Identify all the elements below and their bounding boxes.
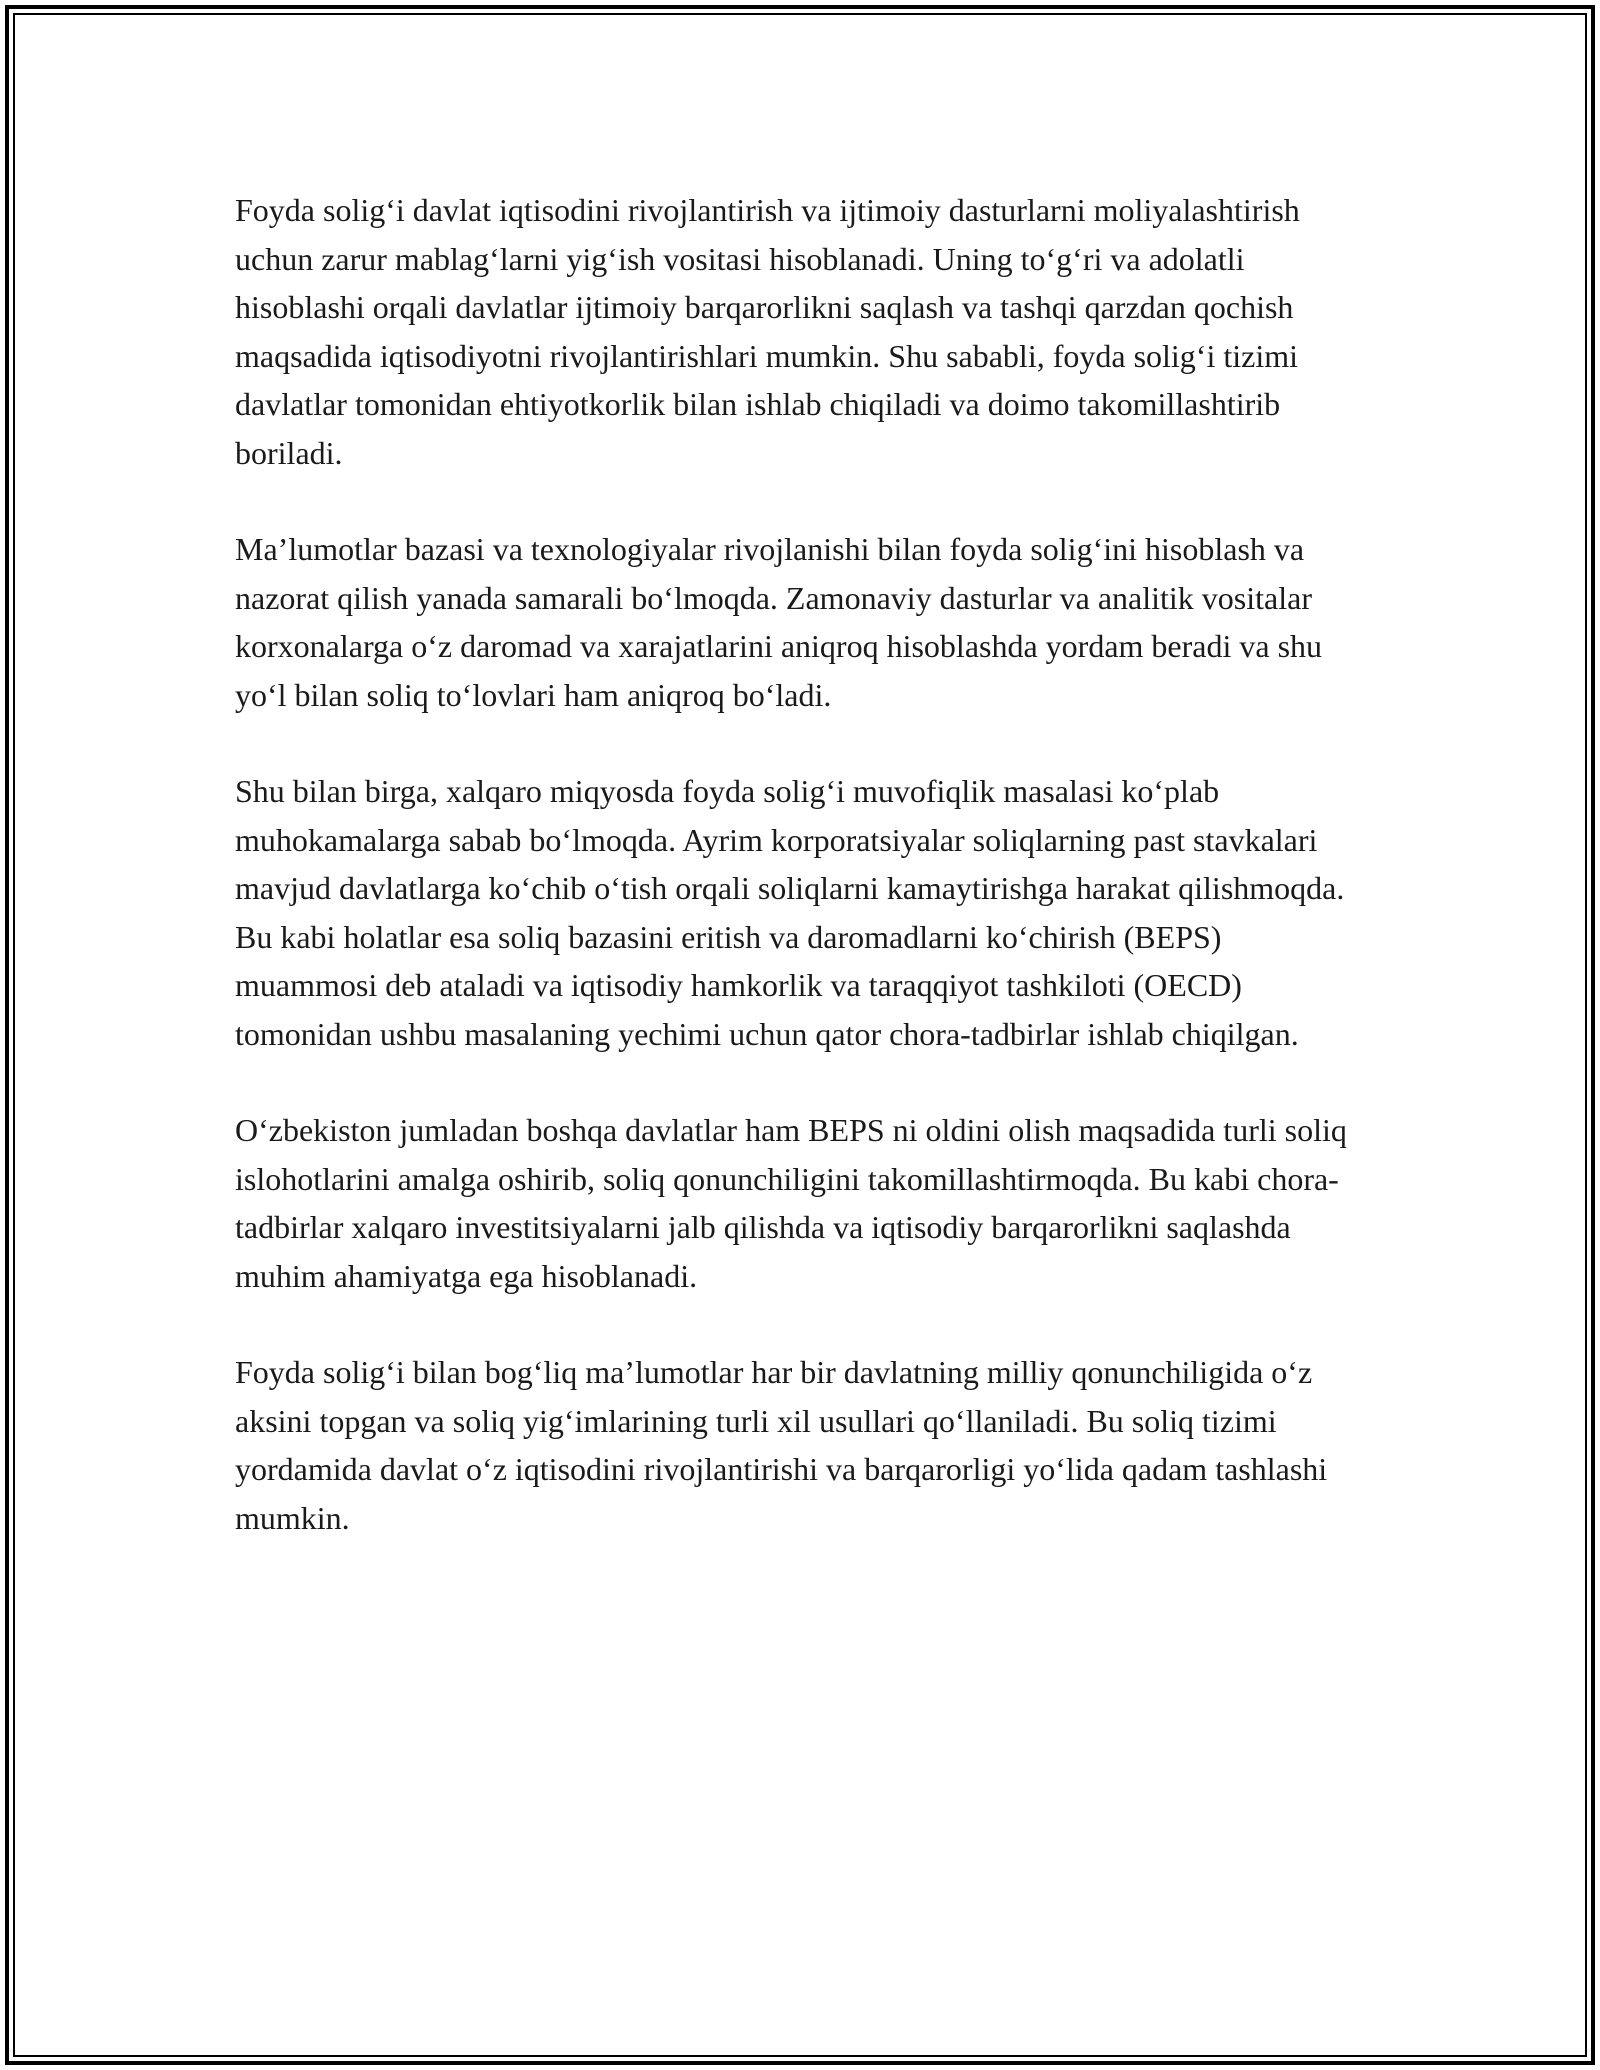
paragraph-5: Foyda solig‘i bilan bog‘liq ma’lumotlar har bir davlatning milliy qonunchiligida o‘z aksini topgan va soliq yig‘imlarining turli xil usullari qo‘llaniladi. Bu soliq tizimi yordamida davlat o‘z iqtisodini rivojlantirishi va barqarorligi yo‘lida qadam tashlashi mumkin. <box>235 1354 1328 1536</box>
paragraph-2: Ma’lumotlar bazasi va texnologiyalar rivojlanishi bilan foyda solig‘ini hisoblash va nazorat qilish yanada samarali bo‘lmoqda. Zamonaviy dasturlar va analitik vositalar korxonalarga o‘z daromad va xarajatlarini aniqroq hisoblashda yordam beradi va shu yo‘l bilan soliq to‘lovlari ham aniqroq bo‘ladi. <box>235 531 1323 713</box>
paragraph-1: Foyda solig‘i davlat iqtisodini rivojlantirish va ijtimoiy dasturlarni moliyalashtirish uchun zarur mablag‘larni yig‘ish vositasi hisoblanadi. Uning to‘g‘ri va adolatli hisoblashi orqali davlatlar ijtimoiy barqarorlikni saqlash va tashqi qarzdan qochish maqsadida iqtisodiyotni rivojlantirishlari mumkin. Shu sababli, foyda solig‘i tizimi davlatlar tomonidan ehtiyotkorlik bilan ishlab chiqiladi va doimo takomillashtirib boriladi. <box>235 192 1300 471</box>
document-body <box>235 186 1370 1590</box>
paragraph-4: O‘zbekiston jumladan boshqa davlatlar ham BEPS ni oldini olish maqsadida turli soliq islohotlarini amalga oshirib, soliq qonunchiligini takomillashtirmoqda. Bu kabi chora-tadbirlar xalqaro investitsiyalarni jalb qilishda va iqtisodiy barqarorlikni saqlashda muhim ahamiyatga ega hisoblanadi. <box>235 1112 1347 1294</box>
paragraph-3: Shu bilan birga, xalqaro miqyosda foyda solig‘i muvofiqlik masalasi ko‘plab muhokamalarga sabab bo‘lmoqda. Ayrim korporatsiyalar soliqlarning past stavkalari mavjud davlatlarga ko‘chib o‘tish orqali soliqlarni kamaytirishga harakat qilishmoqda. Bu kabi holatlar esa soliq bazasini eritish va daromadlarni ko‘chirish (BEPS) muammosi deb ataladi va iqtisodiy hamkorlik va taraqqiyot tashkiloti (OECD) tomonidan ushbu masalaning yechimi uchun qator chora-tadbirlar ishlab chiqilgan. <box>235 773 1345 1052</box>
